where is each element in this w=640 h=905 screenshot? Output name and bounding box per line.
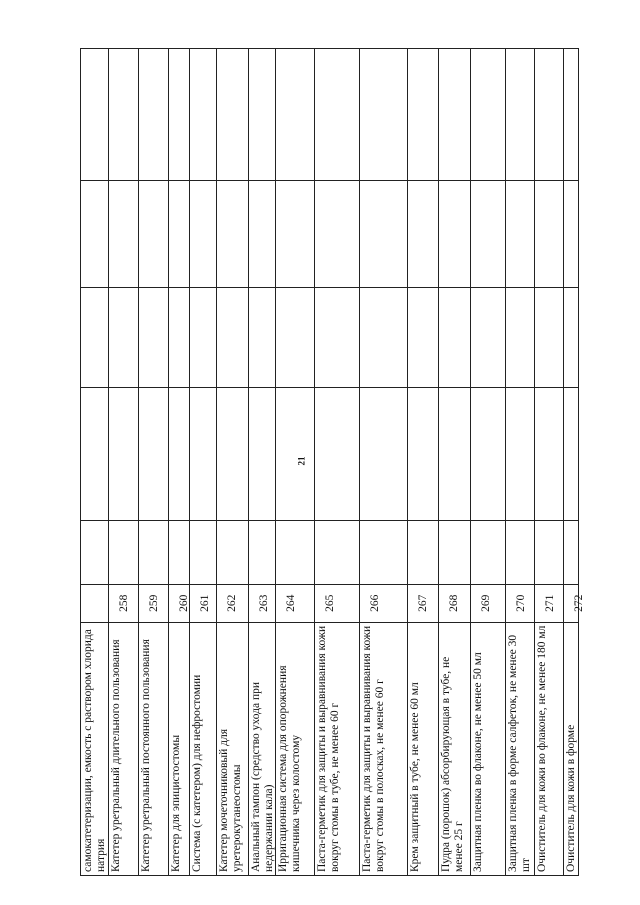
empty-cell	[249, 49, 276, 180]
empty-cell	[249, 387, 276, 520]
empty-cell	[439, 287, 472, 387]
item-code: 268	[439, 584, 472, 622]
empty-cell	[139, 287, 169, 387]
empty-cell	[190, 520, 218, 584]
empty-cell	[506, 287, 535, 387]
empty-cell	[315, 49, 360, 180]
empty-cell	[276, 387, 315, 520]
empty-cell	[408, 49, 439, 180]
item-code: 266	[360, 584, 408, 622]
empty-cell	[564, 387, 578, 520]
empty-cell	[139, 520, 169, 584]
empty-cell	[109, 520, 139, 584]
empty-cell	[190, 180, 218, 288]
empty-cell	[109, 287, 139, 387]
item-name: Очиститель для кожи во флаконе, не менее 180 мл	[535, 622, 564, 875]
empty-cell	[81, 180, 109, 288]
empty-cell	[360, 287, 408, 387]
empty-cell	[408, 387, 439, 520]
table-row	[408, 49, 439, 875]
empty-cell	[81, 387, 109, 520]
table-row	[109, 49, 139, 875]
table-row	[139, 49, 169, 875]
empty-cell	[249, 520, 276, 584]
table-row	[169, 49, 190, 875]
table-row	[81, 49, 109, 875]
empty-cell	[506, 520, 535, 584]
empty-cell	[564, 520, 578, 584]
table-row	[535, 49, 564, 875]
empty-cell	[315, 180, 360, 288]
table-row	[471, 49, 506, 875]
empty-cell	[439, 387, 472, 520]
item-code: 263	[249, 584, 276, 622]
empty-cell	[109, 49, 139, 180]
empty-cell	[439, 180, 472, 288]
empty-cell	[564, 180, 578, 288]
item-code: 269	[471, 584, 506, 622]
empty-cell	[315, 387, 360, 520]
empty-cell	[471, 49, 506, 180]
page-number: 21	[296, 456, 307, 466]
empty-cell	[81, 49, 109, 180]
item-name: Анальный тампон (средство ухода при недержании кала)	[249, 622, 276, 875]
empty-cell	[139, 387, 169, 520]
item-code: 267	[408, 584, 439, 622]
item-name: Катетер уретральный постоянного пользования	[139, 622, 169, 875]
empty-cell	[535, 49, 564, 180]
empty-cell	[360, 520, 408, 584]
empty-cell	[535, 180, 564, 288]
table-row	[190, 49, 218, 875]
item-name: Ирригационная система для опорожнения кишечника через колостому	[276, 622, 315, 875]
table-row	[217, 49, 249, 875]
item-code: 260	[169, 584, 190, 622]
item-code: 261	[190, 584, 218, 622]
empty-cell	[276, 49, 315, 180]
item-code: 272	[564, 584, 578, 622]
empty-cell	[315, 287, 360, 387]
item-name: Пудра (порошок) абсорбирующая в тубе, не менее 25 г	[439, 622, 472, 875]
empty-cell	[190, 49, 218, 180]
empty-cell	[169, 387, 190, 520]
empty-cell	[471, 287, 506, 387]
item-code: 270	[506, 584, 535, 622]
empty-cell	[506, 49, 535, 180]
empty-cell	[169, 180, 190, 288]
item-name: Паста-герметик для защиты и выравнивания кожи вокруг стомы в полосках, не менее 60 г	[360, 622, 408, 875]
empty-cell	[535, 520, 564, 584]
empty-cell	[535, 287, 564, 387]
item-name: Паста-герметик для защиты и выравнивания кожи вокруг стомы в тубе, не менее 60 г	[315, 622, 360, 875]
empty-cell	[564, 287, 578, 387]
empty-cell	[169, 520, 190, 584]
empty-cell	[81, 520, 109, 584]
empty-cell	[315, 520, 360, 584]
empty-cell	[139, 180, 169, 288]
empty-cell	[276, 180, 315, 288]
item-name: Крем защитный в тубе, не менее 60 мл	[408, 622, 439, 875]
table-row	[360, 49, 408, 875]
empty-cell	[139, 49, 169, 180]
table-row	[439, 49, 472, 875]
empty-cell	[471, 520, 506, 584]
empty-cell	[217, 387, 249, 520]
table-row	[276, 49, 315, 875]
empty-cell	[408, 287, 439, 387]
empty-cell	[190, 387, 218, 520]
item-code: 264	[276, 584, 315, 622]
empty-cell	[249, 287, 276, 387]
item-name: Очиститель для кожи в форме	[564, 622, 578, 875]
empty-cell	[360, 180, 408, 288]
empty-cell	[471, 387, 506, 520]
item-name: Катетер для эпицистостомы	[169, 622, 190, 875]
empty-cell	[506, 180, 535, 288]
empty-cell	[506, 387, 535, 520]
empty-cell	[276, 287, 315, 387]
empty-cell	[471, 180, 506, 288]
empty-cell	[109, 387, 139, 520]
empty-cell	[217, 287, 249, 387]
item-name: Защитная пленка в форме салфеток, не менее 30 шт	[506, 622, 535, 875]
empty-cell	[217, 520, 249, 584]
empty-cell	[249, 180, 276, 288]
empty-cell	[535, 387, 564, 520]
item-code: 258	[109, 584, 139, 622]
empty-cell	[439, 49, 472, 180]
table-row	[249, 49, 276, 875]
item-code	[81, 584, 109, 622]
item-code: 259	[139, 584, 169, 622]
empty-cell	[81, 287, 109, 387]
empty-cell	[190, 287, 218, 387]
table-row	[564, 49, 586, 875]
empty-cell	[217, 180, 249, 288]
empty-cell	[360, 49, 408, 180]
items-table	[80, 48, 586, 876]
item-name: самокатетеризации, емкость с раствором хлорида натрия	[81, 622, 109, 875]
item-code: 271	[535, 584, 564, 622]
table-row	[506, 49, 535, 875]
empty-cell	[217, 49, 249, 180]
item-code: 265	[315, 584, 360, 622]
empty-cell	[109, 180, 139, 288]
empty-cell	[408, 180, 439, 288]
item-code: 262	[217, 584, 249, 622]
empty-cell	[360, 387, 408, 520]
item-name: Катетер мочеточниковый для уретерокутанеостомы	[217, 622, 249, 875]
empty-cell	[169, 49, 190, 180]
item-name: Катетер уретральный длительного пользования	[109, 622, 139, 875]
empty-cell	[276, 520, 315, 584]
item-name: Защитная пленка во флаконе, не менее 50 мл	[471, 622, 506, 875]
item-name: Система (с катетером) для нефростомии	[190, 622, 218, 875]
empty-cell	[564, 49, 578, 180]
table-row	[315, 49, 360, 875]
empty-cell	[439, 520, 472, 584]
empty-cell	[169, 287, 190, 387]
empty-cell	[408, 520, 439, 584]
